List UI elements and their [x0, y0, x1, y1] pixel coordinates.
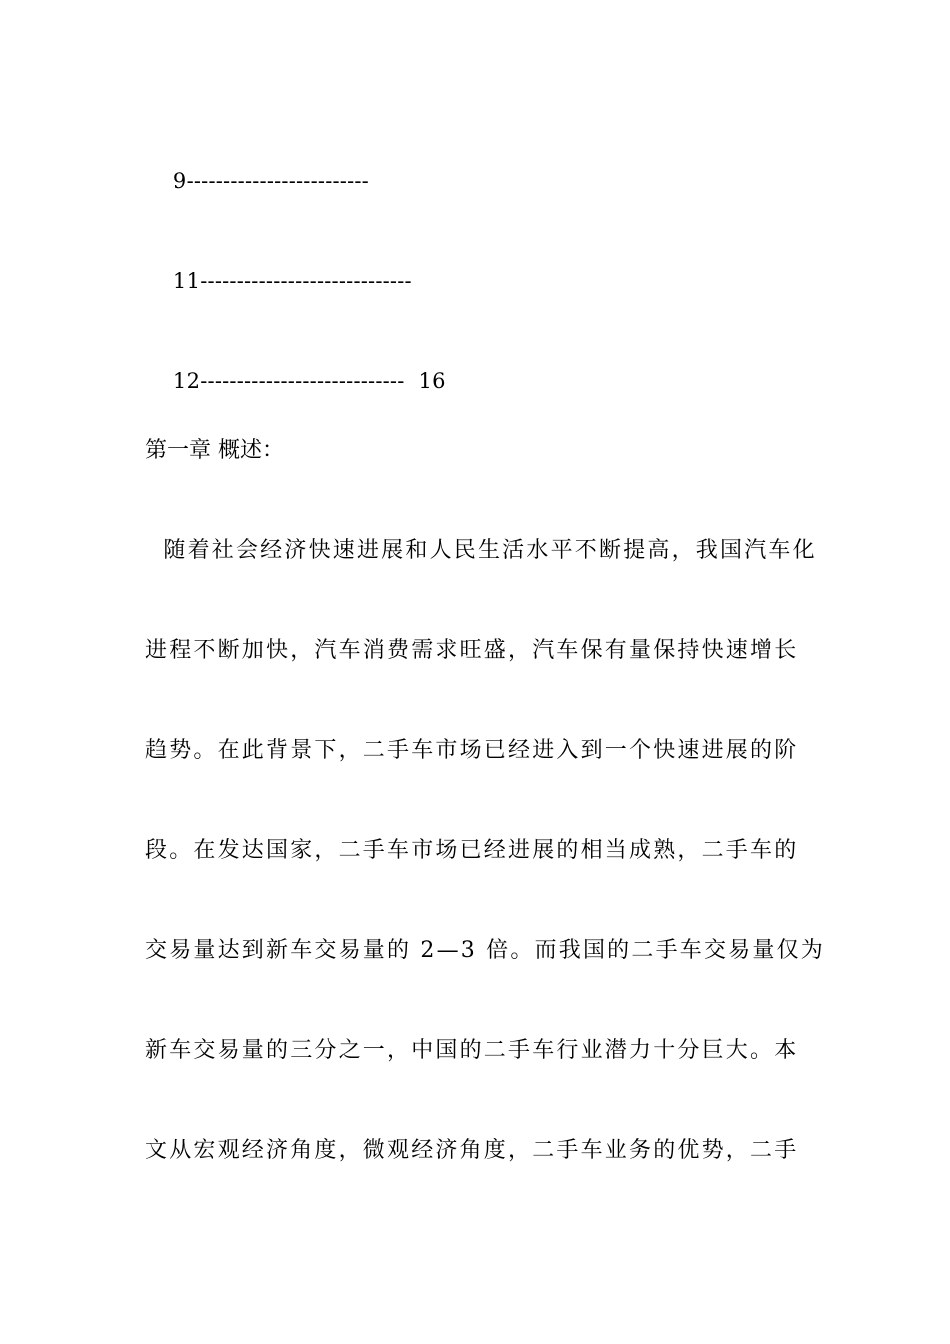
paragraph-line: 交易量达到新车交易量的 2—3 倍。而我国的二手车交易量仅为 [145, 938, 825, 963]
paragraph-line: 趋势。在此背景下，二手车市场已经进入到一个快速进展的阶 [145, 738, 799, 763]
toc-entry-leader: ---------------------------- [200, 369, 405, 393]
toc-entry-leader: ----------------------------- [200, 269, 412, 293]
toc-entry-leader: ------------------------- [186, 169, 369, 193]
paragraph-line: 段。在发达国家，二手车市场已经进展的相当成熟，二手车的 [145, 838, 799, 863]
paragraph-line: 随着社会经济快速进展和人民生活水平不断提高，我国汽车化 [145, 538, 817, 563]
toc-entry [145, 136, 369, 226]
toc-entry [145, 236, 412, 326]
toc-entry-number: 12 [172, 369, 201, 393]
toc-entry-number: 9 [172, 169, 187, 193]
toc-entry-page-number: 16 [418, 369, 446, 393]
toc-entry [145, 336, 446, 426]
paragraph-line: 进程不断加快，汽车消费需求旺盛，汽车保有量保持快速增长 [145, 638, 799, 663]
chapter-heading: 第一章 概述： [145, 438, 284, 463]
toc-entry-number: 11 [172, 269, 201, 293]
paragraph-line: 文从宏观经济角度，微观经济角度，二手车业务的优势，二手 [145, 1138, 799, 1163]
paragraph-line: 新车交易量的三分之一，中国的二手车行业潜力十分巨大。本 [145, 1038, 799, 1063]
